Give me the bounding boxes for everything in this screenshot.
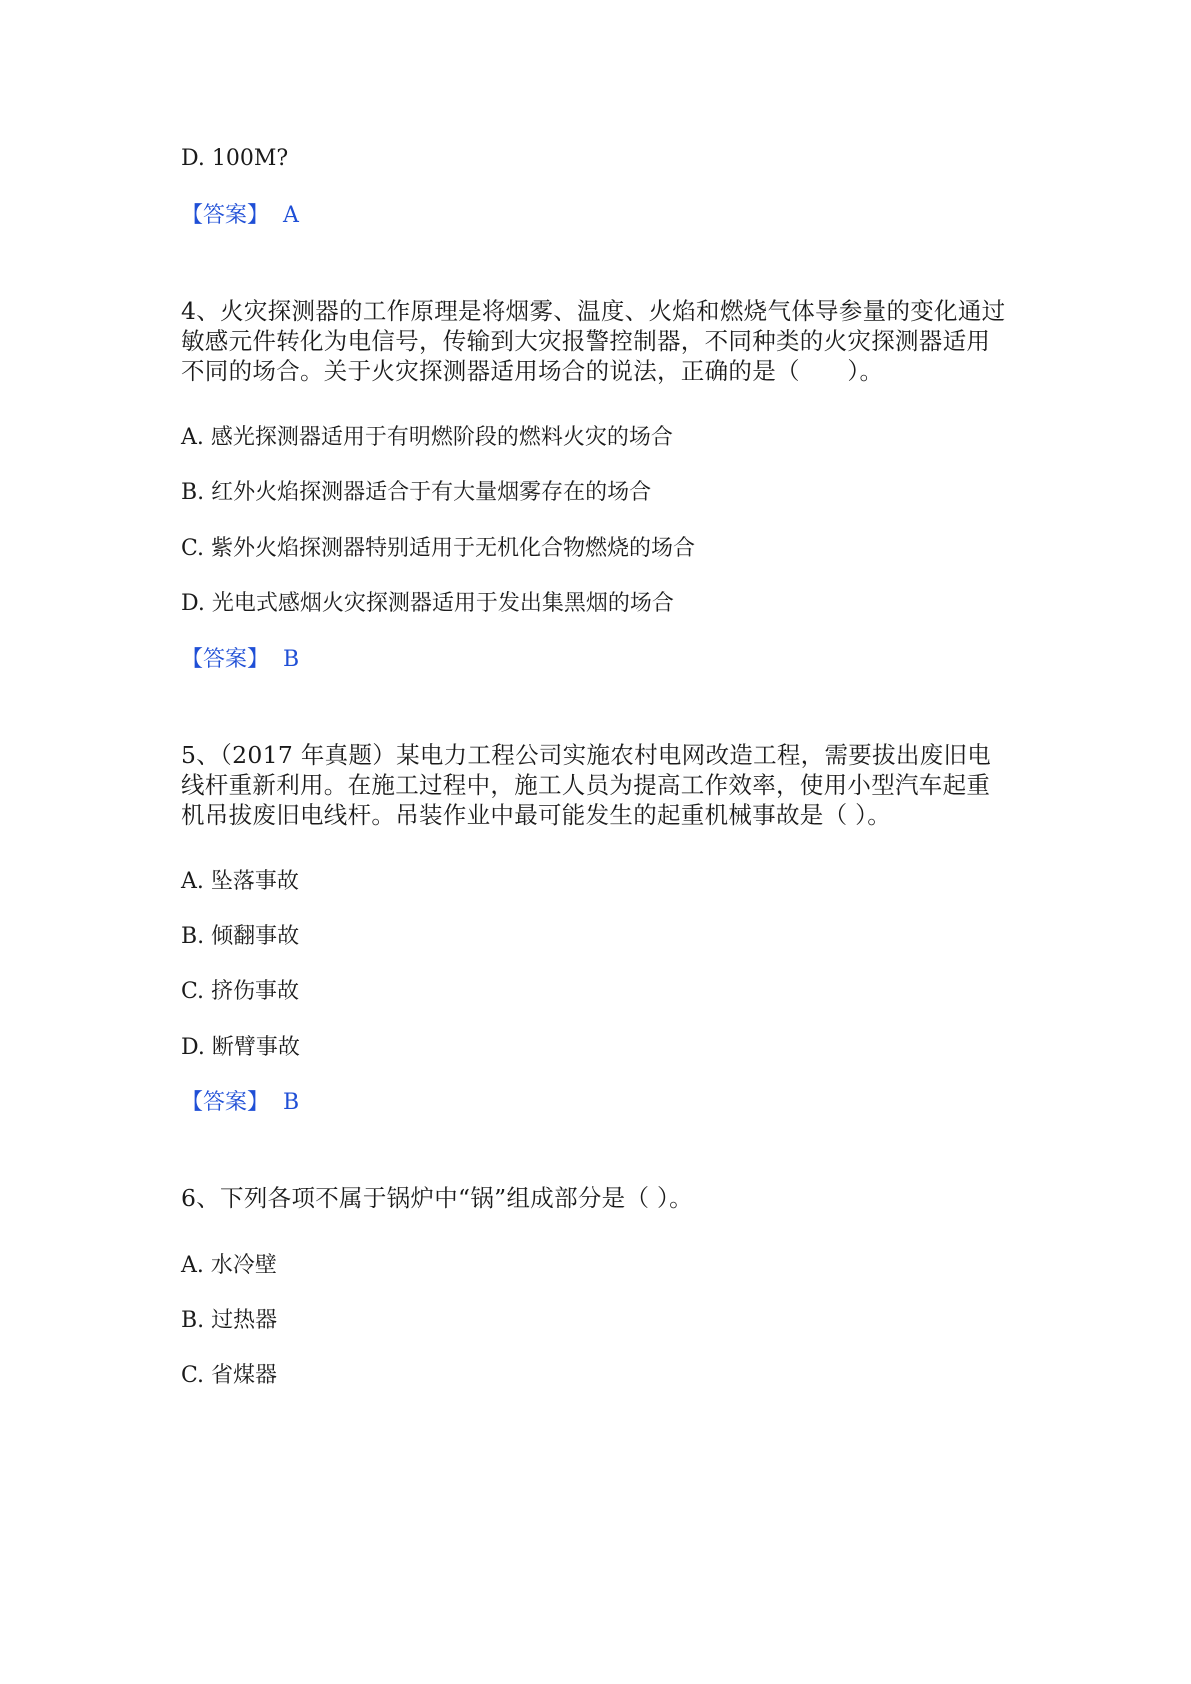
q4-stem-line-3: 不同的场合。关于火灾探测器适用场合的说法，正确的是（ ）。 — [181, 357, 884, 385]
q5-option-d: D. 断臂事故 — [181, 1035, 300, 1060]
q4-stem-line-1: 4、火灾探测器的工作原理是将烟雾、温度、火焰和燃烧气体导参量的变化通过 — [181, 297, 1006, 325]
answer-value: A — [283, 203, 299, 228]
q4-option-d: D. 光电式感烟火灾探测器适用于发出集黑烟的场合 — [181, 591, 674, 616]
answer-label: 【答案】 — [181, 203, 270, 228]
q6-option-a: A. 水冷壁 — [181, 1253, 277, 1278]
answer-label: 【答案】 — [181, 647, 270, 672]
q3-option-d: D. 100M? — [181, 146, 289, 171]
q6-option-b: B. 过热器 — [181, 1308, 278, 1333]
q5-answer — [181, 1088, 299, 1118]
answer-value: B — [283, 1090, 300, 1115]
q6-option-c: C. 省煤器 — [181, 1363, 278, 1388]
q3-answer — [181, 201, 299, 231]
answer-value: B — [283, 647, 300, 672]
q4-answer — [181, 645, 299, 675]
q4-option-a: A. 感光探测器适用于有明燃阶段的燃料火灾的场合 — [181, 425, 673, 450]
q5-stem-line-2: 线杆重新利用。在施工过程中，施工人员为提高工作效率，使用小型汽车起重 — [181, 771, 991, 799]
q4-option-b: B. 红外火焰探测器适合于有大量烟雾存在的场合 — [181, 480, 652, 505]
q4-option-c: C. 紫外火焰探测器特别适用于无机化合物燃烧的场合 — [181, 536, 696, 561]
q5-stem-line-3: 机吊拔废旧电线杆。吊装作业中最可能发生的起重机械事故是（ ）。 — [181, 801, 892, 829]
q5-option-a: A. 坠落事故 — [181, 869, 299, 894]
q5-stem-line-1: 5、（2017 年真题）某电力工程公司实施农村电网改造工程，需要拔出废旧电 — [181, 741, 992, 769]
answer-label: 【答案】 — [181, 1090, 270, 1115]
q5-option-c: C. 挤伤事故 — [181, 979, 300, 1004]
q4-stem-line-2: 敏感元件转化为电信号，传输到大灾报警控制器，不同种类的火灾探测器适用 — [181, 327, 991, 355]
q5-option-b: B. 倾翻事故 — [181, 924, 300, 949]
q6-stem-line-1: 6、下列各项不属于锅炉中“锅”组成部分是（ ）。 — [181, 1184, 693, 1212]
